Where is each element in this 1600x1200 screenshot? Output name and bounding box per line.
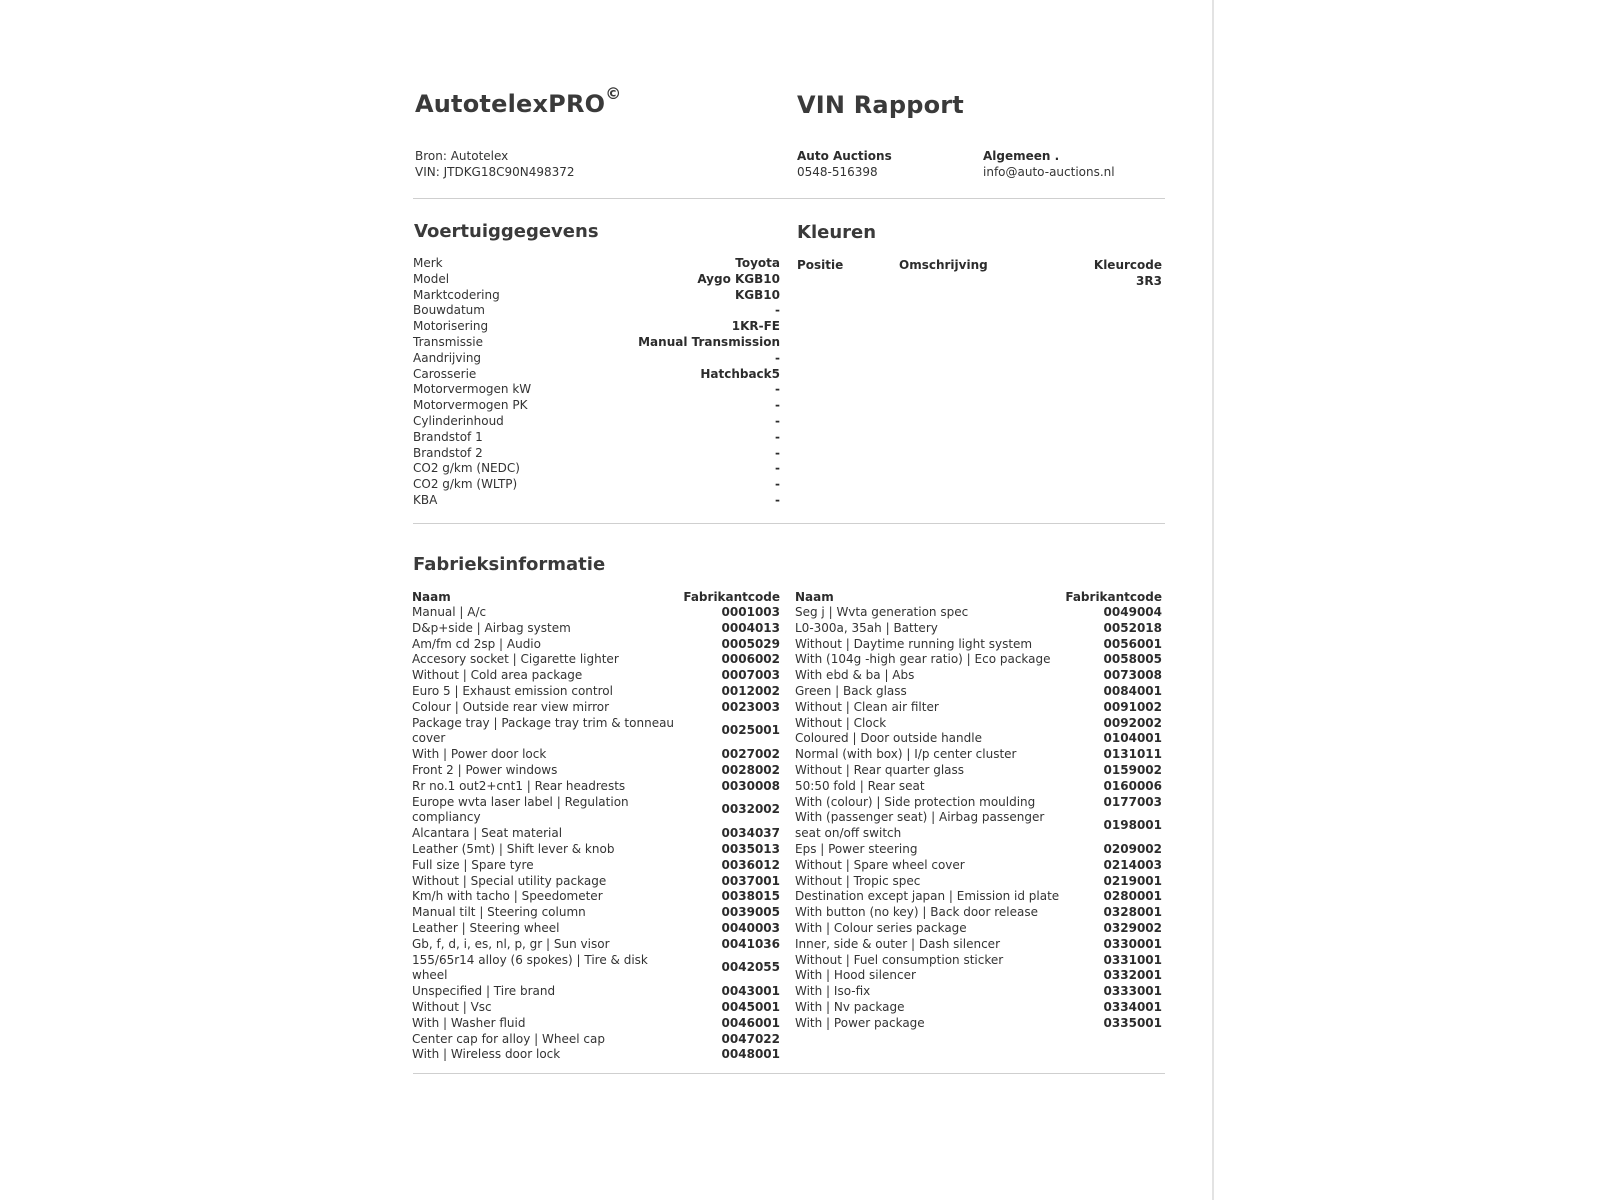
vehicle-label: Motorvermogen PK [413, 398, 528, 413]
factory-item-code: 0036012 [721, 857, 780, 872]
factory-item-code: 0104001 [1103, 731, 1162, 746]
factory-row [412, 716, 780, 748]
factory-item-code: 0034037 [721, 826, 780, 841]
vehicle-label: Motorvermogen kW [413, 382, 532, 397]
general-label: Algemeen . [983, 149, 1060, 163]
vehicle-row [413, 367, 780, 383]
factory-row [795, 968, 1162, 984]
factory-item-name: With ebd & ba | Abs [795, 668, 915, 683]
factory-row [795, 747, 1162, 763]
factory-item-code: 0334001 [1103, 999, 1162, 1014]
factory-row [412, 1032, 780, 1048]
factory-item-name: Accesory socket | Cigarette lighter [412, 652, 619, 667]
factory-item-name: Without | Tropic spec [795, 873, 921, 888]
factory-item-name: Normal (with box) | I/p center cluster [795, 747, 1017, 762]
factory-row [795, 684, 1162, 700]
factory-item-name: With (104g -high gear ratio) | Eco package [795, 652, 1051, 667]
vehicle-value: Toyota [735, 256, 780, 270]
factory-item-code: 0038015 [721, 889, 780, 904]
factory-row [412, 605, 780, 621]
factory-row [795, 1016, 1162, 1032]
factory-item-name: Front 2 | Power windows [412, 762, 558, 777]
factory-item-code: 0023003 [721, 699, 780, 714]
factory-item-code: 0007003 [721, 668, 780, 683]
factory-row [412, 1047, 780, 1063]
factory-item-name: Without | Clean air filter [795, 699, 939, 714]
factory-item-code: 0004013 [721, 620, 780, 635]
factory-item-code: 0131011 [1103, 747, 1162, 762]
color-position [797, 273, 899, 289]
colors-table [797, 257, 1162, 289]
vehicle-value: - [775, 477, 780, 492]
vehicle-row [413, 256, 780, 272]
vehicle-value: - [775, 382, 780, 397]
factory-item-name: L0-300a, 35ah | Battery [795, 620, 938, 635]
factory-section-title: Fabrieksinformatie [413, 554, 606, 575]
vehicle-value: 1KR-FE [731, 319, 780, 334]
vehicle-label: CO2 g/km (NEDC) [413, 461, 520, 476]
factory-row [412, 1000, 780, 1016]
vehicle-value: Hatchback5 [700, 366, 780, 381]
vehicle-section-title: Voertuiggegevens [414, 221, 599, 242]
factory-item-code: 0047022 [721, 1031, 780, 1046]
vehicle-label: Model [413, 271, 450, 286]
factory-item-code: 0052018 [1103, 620, 1162, 635]
vin-line: VIN: JTDKG18C90N498372 [415, 165, 575, 179]
factory-row [412, 937, 780, 953]
factory-item-code: 0028002 [721, 762, 780, 777]
factory-item-code: 0048001 [721, 1047, 780, 1062]
colors-header-row [797, 257, 1162, 273]
vehicle-row [413, 446, 780, 462]
factory-row [795, 795, 1162, 811]
factory-item-name: Without | Vsc [412, 999, 492, 1014]
factory-item-code: 0046001 [721, 1015, 780, 1030]
factory-row [795, 889, 1162, 905]
vehicle-label: Brandstof 1 [413, 429, 483, 444]
factory-row [795, 621, 1162, 637]
factory-row [412, 700, 780, 716]
vehicle-row [413, 382, 780, 398]
vehicle-label: Carosserie [413, 366, 477, 381]
factory-row [795, 763, 1162, 779]
factory-item-code: 0331001 [1103, 952, 1162, 967]
source-line: Bron: Autotelex [415, 149, 509, 163]
factory-item-code: 0159002 [1103, 762, 1162, 777]
vehicle-label: Cylinderinhoud [413, 413, 504, 428]
factory-item-name: Alcantara | Seat material [412, 826, 563, 841]
factory-item-code: 0012002 [721, 683, 780, 698]
factory-item-name: With | Nv package [795, 999, 905, 1014]
factory-table-right [795, 589, 1162, 1032]
factory-row [795, 716, 1162, 732]
factory-row [412, 842, 780, 858]
factory-row [412, 984, 780, 1000]
vehicle-row [413, 272, 780, 288]
factory-item-name: With | Iso-fix [795, 984, 871, 999]
factory-row [795, 874, 1162, 890]
factory-item-code: 0330001 [1103, 936, 1162, 951]
factory-row [412, 905, 780, 921]
factory-item-name: Destination except japan | Emission id plate [795, 889, 1060, 904]
factory-row [795, 731, 1162, 747]
vehicle-label: KBA [413, 492, 438, 507]
factory-item-code: 0328001 [1103, 905, 1162, 920]
color-code: 3R3 [1136, 274, 1162, 288]
factory-row [795, 921, 1162, 937]
copyright-mark: © [605, 84, 622, 103]
factory-row [412, 795, 780, 827]
vehicle-label: Transmissie [413, 334, 483, 349]
factory-table-left [412, 589, 780, 1063]
factory-item-code: 0025001 [721, 723, 780, 738]
vehicle-value: - [775, 413, 780, 428]
factory-row [412, 953, 780, 985]
factory-item-name: With button (no key) | Back door release [795, 905, 1039, 920]
factory-item-code: 0177003 [1103, 794, 1162, 809]
factory-item-code: 0005029 [721, 636, 780, 651]
report-title: VIN Rapport [797, 91, 964, 119]
factory-row [795, 605, 1162, 621]
col-manufacturer-code: Fabrikantcode [683, 590, 780, 604]
factory-header-left [412, 589, 780, 605]
factory-row [795, 779, 1162, 795]
factory-row [795, 637, 1162, 653]
header-divider [413, 198, 1165, 199]
colors-section-title: Kleuren [797, 222, 877, 243]
factory-row [795, 858, 1162, 874]
factory-row [412, 874, 780, 890]
vehicle-divider [413, 523, 1165, 524]
factory-item-name: Eps | Power steering [795, 841, 918, 856]
factory-row [412, 826, 780, 842]
factory-row [412, 621, 780, 637]
color-row [797, 273, 1162, 289]
color-description [899, 273, 1136, 289]
vehicle-value: KGB10 [735, 287, 780, 302]
dealer-info [797, 148, 892, 180]
dealer-phone: 0548-516398 [797, 165, 878, 179]
factory-item-code: 0041036 [721, 936, 780, 951]
factory-item-code: 0160006 [1103, 778, 1162, 793]
vehicle-value: Aygo KGB10 [697, 271, 780, 286]
factory-row [795, 700, 1162, 716]
factory-item-code: 0332001 [1103, 968, 1162, 983]
brand-title: AutotelexPRO© [415, 84, 622, 118]
factory-item-name: Colour | Outside rear view mirror [412, 699, 610, 714]
factory-row [795, 953, 1162, 969]
factory-item-code: 0030008 [721, 778, 780, 793]
factory-item-code: 0209002 [1103, 841, 1162, 856]
factory-item-name: Leather (5mt) | Shift lever & knob [412, 841, 615, 856]
factory-item-name: Green | Back glass [795, 683, 907, 698]
factory-item-name: Full size | Spare tyre [412, 857, 534, 872]
factory-item-code: 0335001 [1103, 1015, 1162, 1030]
factory-item-name: With (passenger seat) | Airbag passenger seat on/off switch [795, 810, 1045, 841]
col-description: Omschrijving [899, 258, 988, 272]
factory-item-name: Seg j | Wvta generation spec [795, 605, 969, 619]
factory-item-name: Without | Fuel consumption sticker [795, 952, 1004, 967]
vehicle-row [413, 303, 780, 319]
factory-item-name: 50:50 fold | Rear seat [795, 778, 925, 793]
factory-item-name: Unspecified | Tire brand [412, 984, 556, 999]
factory-item-name: Coloured | Door outside handle [795, 731, 982, 746]
factory-item-code: 0045001 [721, 999, 780, 1014]
factory-item-name: Europe wvta laser label | Regulation compliancy [412, 794, 629, 825]
factory-item-name: D&p+side | Airbag system [412, 620, 571, 635]
factory-row [412, 668, 780, 684]
factory-row [412, 763, 780, 779]
factory-item-code: 0037001 [721, 873, 780, 888]
factory-row [795, 810, 1162, 842]
vehicle-label: CO2 g/km (WLTP) [413, 477, 518, 492]
factory-row [795, 652, 1162, 668]
factory-item-code: 0040003 [721, 920, 780, 935]
factory-item-name: Without | Rear quarter glass [795, 762, 965, 777]
factory-item-code: 0333001 [1103, 984, 1162, 999]
factory-header-right [795, 589, 1162, 605]
factory-row [795, 905, 1162, 921]
vehicle-label: Bouwdatum [413, 303, 485, 318]
factory-item-name: With | Colour series package [795, 920, 967, 935]
factory-row [795, 984, 1162, 1000]
general-info [983, 148, 1115, 180]
factory-item-name: With | Power door lock [412, 747, 547, 762]
factory-item-name: Without | Special utility package [412, 873, 607, 888]
factory-item-code: 0039005 [721, 905, 780, 920]
factory-item-code: 0001003 [721, 605, 780, 619]
factory-item-name: With | Wireless door lock [412, 1047, 561, 1062]
vehicle-value: - [775, 445, 780, 460]
factory-item-code: 0042055 [721, 960, 780, 975]
factory-item-name: Without | Cold area package [412, 668, 583, 683]
dealer-name: Auto Auctions [797, 149, 892, 163]
factory-item-name: Km/h with tacho | Speedometer [412, 889, 603, 904]
col-manufacturer-code: Fabrikantcode [1065, 590, 1162, 604]
vehicle-row [413, 493, 780, 509]
factory-item-name: Leather | Steering wheel [412, 920, 560, 935]
col-color-code: Kleurcode [1093, 258, 1162, 272]
factory-item-code: 0058005 [1103, 652, 1162, 667]
factory-row [412, 637, 780, 653]
vehicle-label: Marktcodering [413, 287, 500, 302]
factory-row [412, 779, 780, 795]
factory-item-name: 155/65r14 alloy (6 spokes) | Tire & disk wheel [412, 952, 648, 983]
vehicle-value: - [775, 303, 780, 318]
vehicle-row [413, 477, 780, 493]
vehicle-value: - [775, 398, 780, 413]
vehicle-row [413, 288, 780, 304]
factory-item-name: Package tray | Package tray trim & tonneau cover [412, 715, 675, 746]
vehicle-row [413, 461, 780, 477]
factory-item-code: 0027002 [721, 747, 780, 762]
factory-item-code: 0329002 [1103, 920, 1162, 935]
footer-divider [413, 1073, 1165, 1074]
factory-row [795, 842, 1162, 858]
factory-item-code: 0056001 [1103, 636, 1162, 651]
vehicle-value: - [775, 461, 780, 476]
general-email: info@auto-auctions.nl [983, 165, 1115, 179]
factory-item-name: With | Hood silencer [795, 968, 916, 983]
page-edge [1212, 0, 1214, 1200]
factory-row [795, 668, 1162, 684]
factory-item-code: 0035013 [721, 841, 780, 856]
factory-item-name: Inner, side & outer | Dash silencer [795, 936, 1000, 951]
factory-row [412, 1016, 780, 1032]
vehicle-row [413, 351, 780, 367]
factory-item-code: 0280001 [1103, 889, 1162, 904]
factory-row [795, 937, 1162, 953]
col-name: Naam [795, 590, 834, 604]
factory-item-code: 0092002 [1103, 715, 1162, 730]
factory-item-code: 0214003 [1103, 857, 1162, 872]
factory-row [412, 684, 780, 700]
vehicle-value: Manual Transmission [638, 334, 780, 349]
col-position: Positie [797, 258, 844, 272]
factory-item-name: Without | Clock [795, 715, 887, 730]
vehicle-value: - [775, 429, 780, 444]
factory-item-name: Am/fm cd 2sp | Audio [412, 636, 541, 651]
factory-item-name: With (colour) | Side protection moulding [795, 794, 1036, 809]
factory-item-code: 0049004 [1103, 605, 1162, 619]
factory-item-name: Euro 5 | Exhaust emission control [412, 683, 613, 698]
vehicle-row [413, 430, 780, 446]
factory-item-name: With | Washer fluid [412, 1015, 526, 1030]
factory-item-name: Manual | A/c [412, 605, 487, 619]
factory-item-code: 0084001 [1103, 683, 1162, 698]
factory-item-name: With | Power package [795, 1015, 925, 1030]
vehicle-value: - [775, 350, 780, 365]
factory-item-code: 0043001 [721, 984, 780, 999]
factory-item-name: Center cap for alloy | Wheel cap [412, 1031, 605, 1046]
factory-item-name: Without | Daytime running light system [795, 636, 1033, 651]
source-info [415, 148, 575, 180]
factory-item-name: Without | Spare wheel cover [795, 857, 965, 872]
factory-item-name: Gb, f, d, i, es, nl, p, gr | Sun visor [412, 936, 610, 951]
factory-item-code: 0073008 [1103, 668, 1162, 683]
factory-row [412, 747, 780, 763]
col-name: Naam [412, 590, 451, 604]
vehicle-label: Aandrijving [413, 350, 482, 365]
vehicle-row [413, 319, 780, 335]
factory-row [412, 858, 780, 874]
vehicle-table [413, 256, 780, 509]
factory-item-code: 0006002 [721, 652, 780, 667]
vehicle-row [413, 398, 780, 414]
vehicle-label: Motorisering [413, 319, 489, 334]
vehicle-label: Merk [413, 256, 443, 270]
factory-row [412, 889, 780, 905]
factory-row [412, 652, 780, 668]
factory-item-name: Rr no.1 out2+cnt1 | Rear headrests [412, 778, 626, 793]
factory-row [795, 1000, 1162, 1016]
factory-item-code: 0198001 [1103, 818, 1162, 833]
factory-item-code: 0091002 [1103, 699, 1162, 714]
vehicle-row [413, 335, 780, 351]
factory-row [412, 921, 780, 937]
factory-item-code: 0032002 [721, 802, 780, 817]
vehicle-label: Brandstof 2 [413, 445, 483, 460]
vehicle-row [413, 414, 780, 430]
vehicle-value: - [775, 492, 780, 507]
factory-item-code: 0219001 [1103, 873, 1162, 888]
factory-item-name: Manual tilt | Steering column [412, 905, 586, 920]
